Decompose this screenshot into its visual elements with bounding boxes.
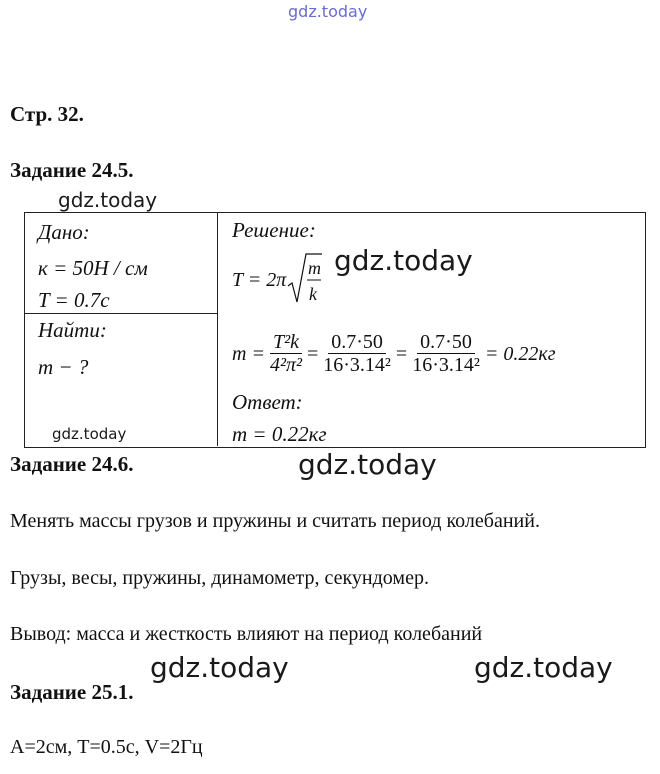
table-divider-horizontal [24, 313, 217, 314]
given-label: Дано: [38, 220, 90, 244]
watermark: gdz.today [334, 244, 473, 277]
fraction-substituted-2 [409, 332, 483, 377]
task-25-1-line-1: A=2см, T=0.5с, V=2Гц [10, 736, 203, 758]
fraction-general-denominator: 4²π² [269, 353, 302, 376]
task-24-6-line-3: Вывод: масса и жесткость влияют на период колебаний [10, 623, 483, 645]
formula-mass-lhs: m = [232, 342, 265, 365]
formula-period [232, 250, 322, 310]
svg-text:k: k [309, 284, 318, 304]
fraction-2-denominator: 16·3.14² [412, 353, 480, 376]
result-value: = 0.22кг [484, 342, 556, 365]
svg-text:m: m [308, 258, 322, 278]
given-k: к = 50Н / см [38, 256, 148, 280]
page-label: Стр. 32. [10, 102, 84, 126]
answer-value: m = 0.22кг [232, 422, 327, 446]
fraction-general [267, 332, 305, 377]
table-divider-vertical [217, 212, 218, 446]
fraction-2-numerator: 0.7·50 [417, 332, 475, 354]
find-m: m − ? [38, 355, 89, 379]
watermark-top: gdz.today [288, 2, 368, 21]
task-24-6-title: Задание 24.6. [10, 452, 134, 476]
sqrt-symbol [286, 250, 322, 310]
watermark: gdz.today [150, 651, 289, 684]
answer-label: Ответ: [232, 390, 303, 414]
watermark: gdz.today [58, 188, 158, 212]
task-24-6-line-1: Менять массы грузов и пружины и считать период колебаний. [10, 510, 540, 532]
given-T: T = 0.7с [38, 288, 110, 312]
task-24-5-title: Задание 24.5. [10, 158, 134, 182]
formula-mass: m = $\frac{\text{T²k}}{\text{4²π²}}$ = $\frac{0.7\cdot 50}{\text{16·3.14²}}$ = $\frac{0.7\cdot 50}{\text{16·3.14²}}$ = 0.22кг [232, 330, 556, 376]
watermark: gdz.today [474, 651, 613, 684]
solution-label: Решение: [232, 218, 316, 242]
task-24-6-line-2: Грузы, весы, пружины, динамометр, секундомер. [10, 567, 429, 589]
find-label: Найти: [38, 318, 107, 342]
formula-period-lhs: T = 2π [232, 268, 287, 291]
fraction-general-numerator: T²k [270, 332, 302, 354]
task-25-1-title: Задание 25.1. [10, 680, 134, 704]
watermark: gdz.today [298, 448, 437, 481]
fraction-1-numerator: 0.7·50 [328, 332, 386, 354]
fraction-1-denominator: 16·3.14² [323, 353, 391, 376]
fraction-substituted-1 [320, 332, 394, 377]
watermark: gdz.today [52, 425, 127, 443]
